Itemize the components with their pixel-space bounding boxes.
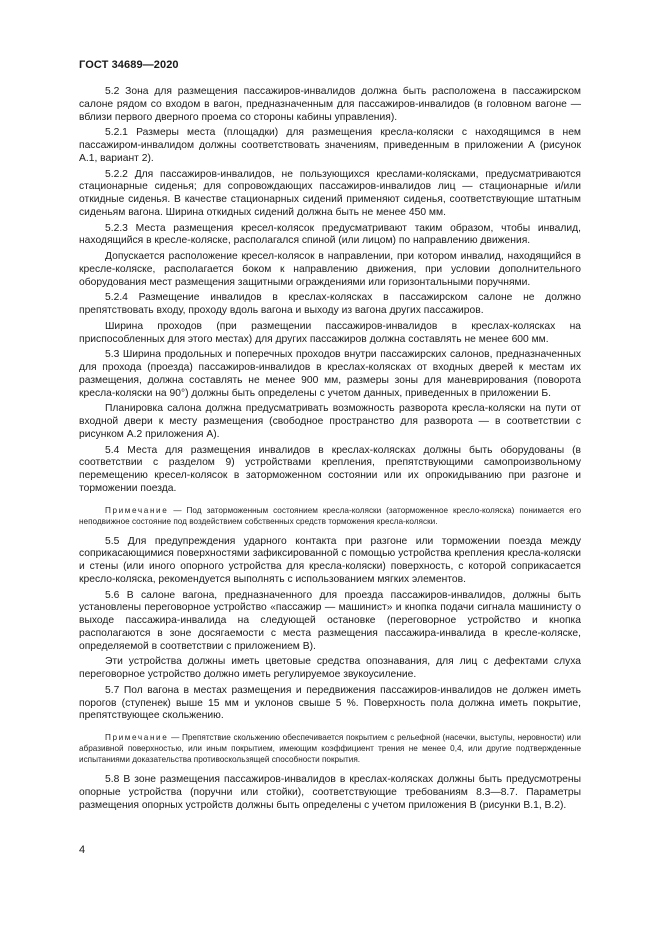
paragraph-5-2-3-cont: Допускается расположение кресел-колясок в направлении, при котором инвалид, находящийся в кресле-коляске, располагается боком к направлению движения, при условии дополнительного оборудования мест размещения защитными ограждениями или горизонтальными поручнями.: [79, 251, 581, 288]
paragraph-5-2-3: 5.2.3 Места размещения кресел-колясок предусматривают таким образом, чтобы инвалид, находящийся в кресле-коляске, располагался спиной (или лицом) по направлению движения.: [79, 222, 581, 247]
note-1: [79, 505, 581, 527]
paragraph-5-2-1: 5.2.1 Размеры места (площадки) для размещения кресла-коляски с находящимся в нем пассажиром-инвалидом должны соответствовать значениям, приведенным в приложении А (рисунок А.1, вариант 2).: [79, 127, 581, 164]
paragraph-5-3: 5.3 Ширина продольных и поперечных проходов внутри пассажирских салонов, предназначенных для прохода (проезда) пассажиров-инвалидов в креслах-колясках от входных дверей к местам их размещения, должна составлять не менее 900 мм, размеры зоны для маневрирования (поворота кресла-коляски на 90°) должны быть определены с учетом данных, приведенных в приложении Б.: [79, 349, 581, 399]
note-1-label: Примечание: [105, 505, 169, 515]
paragraph-5-2: 5.2 Зона для размещения пассажиров-инвалидов должна быть расположена в пассажирском салоне рядом со входом в вагон, предназначенным для пассажиров-инвалидов (в головном вагоне — вблизи первого дверного проема со стороны кабины управления).: [79, 86, 581, 123]
paragraph-5-2-4: 5.2.4 Размещение инвалидов в креслах-колясках в пассажирском салоне не должно препятствовать входу, проходу вдоль вагона и выходу из вагона других пассажиров.: [79, 292, 581, 316]
note-2-text: — Препятствие скольжению обеспечивается покрытием с рельефной (насечки, выступы, неровности) или абразивной поверхностью, или иным покрытием, имеющим коэффициент трения не менее 0,4, или другие подтвержденные испытаниями доказательства противоскользящей способности покрытия.: [79, 733, 581, 764]
note-2-label: Примечание: [105, 733, 169, 742]
paragraph-5-3-cont: Планировка салона должна предусматривать возможность разворота кресла-коляски на пути от входной двери к месту размещения (свободное пространство для разворота — в соответствии с рисунком А.2 приложения А).: [79, 403, 581, 440]
note-1-text: — Под заторможенным состоянием кресла-коляски (заторможенное кресло-коляска) понимается его неподвижное состояние под воздействием собственных средств торможения кресла-коляски.: [79, 505, 581, 526]
paragraph-5-4: 5.4 Места для размещения инвалидов в креслах-колясках должны быть оборудованы (в соответствии с разделом 9) устройствами крепления, препятствующими самопроизвольному перемещению кресел-колясок в заторможенном состоянии или их опрокидыванию при разгоне и торможении поезда.: [79, 444, 581, 494]
paragraph-5-2-2: 5.2.2 Для пассажиров-инвалидов, не пользующихся креслами-колясками, предусматриваются стационарные сиденья; для сопровождающих пассажиров-инвалидов лиц — стационарные и/или откидные сиденья. В качестве стационарных сидений применяют сиденья, соответствующие штатным сиденьям вагона. Ширина откидных сидений должна быть не менее 450 мм.: [79, 168, 581, 218]
paragraph-5-5: 5.5 Для предупреждения ударного контакта при разгоне или торможении поезда между соприкасающимися поверхностями зафиксированной с помощью устройства крепления кресла-коляски и стены (или иного опорного устройства для кресла-коляски) поверхность, с которой соприкасается кресло-коляска, рекомендуется выполнять с использованием мягких элементов.: [79, 535, 581, 585]
paragraph-5-8: 5.8 В зоне размещения пассажиров-инвалидов в креслах-колясках должны быть предусмотрены опорные устройства (поручни или стойки), соответствующие требованиям 8.3—8.7. Параметры размещения опорных устройств должны быть определены с учетом приложения В (рисунки В.1, В.2).: [79, 774, 581, 811]
paragraph-5-7: 5.7 Пол вагона в местах размещения и передвижения пассажиров-инвалидов не должен иметь порогов (ступенек) выше 15 мм и уклонов свыше 5 %. Поверхность пола должна иметь покрытие, препятствующее скольжению.: [79, 684, 581, 722]
paragraph-5-2-4-cont: Ширина проходов (при размещении пассажиров-инвалидов в креслах-колясках на приспособленных для этого местах) для других пассажиров должна составлять не менее 600 мм.: [79, 320, 581, 345]
paragraph-5-6-cont: Эти устройства должны иметь цветовые средства опознавания, для лиц с дефектами слуха переговорное устройство должно иметь регулируемое звукоусиление.: [79, 656, 581, 680]
document-body: [79, 86, 581, 812]
page-number: 4: [79, 844, 86, 856]
paragraph-5-6: 5.6 В салоне вагона, предназначенного для проезда пассажиров-инвалидов, должны быть установлены переговорное устройство «пассажир — машинист» и кнопка подачи сигнала машинисту о выходе пассажира-инвалида на следующей остановке (переговорное устройство и кнопка располагаются в зоне досягаемости с места размещения пассажира-инвалида в кресле-коляске, определяемой в соответствии с приложением В).: [79, 589, 581, 652]
note-2: [79, 732, 581, 765]
document-header: ГОСТ 34689—2020: [79, 59, 179, 71]
